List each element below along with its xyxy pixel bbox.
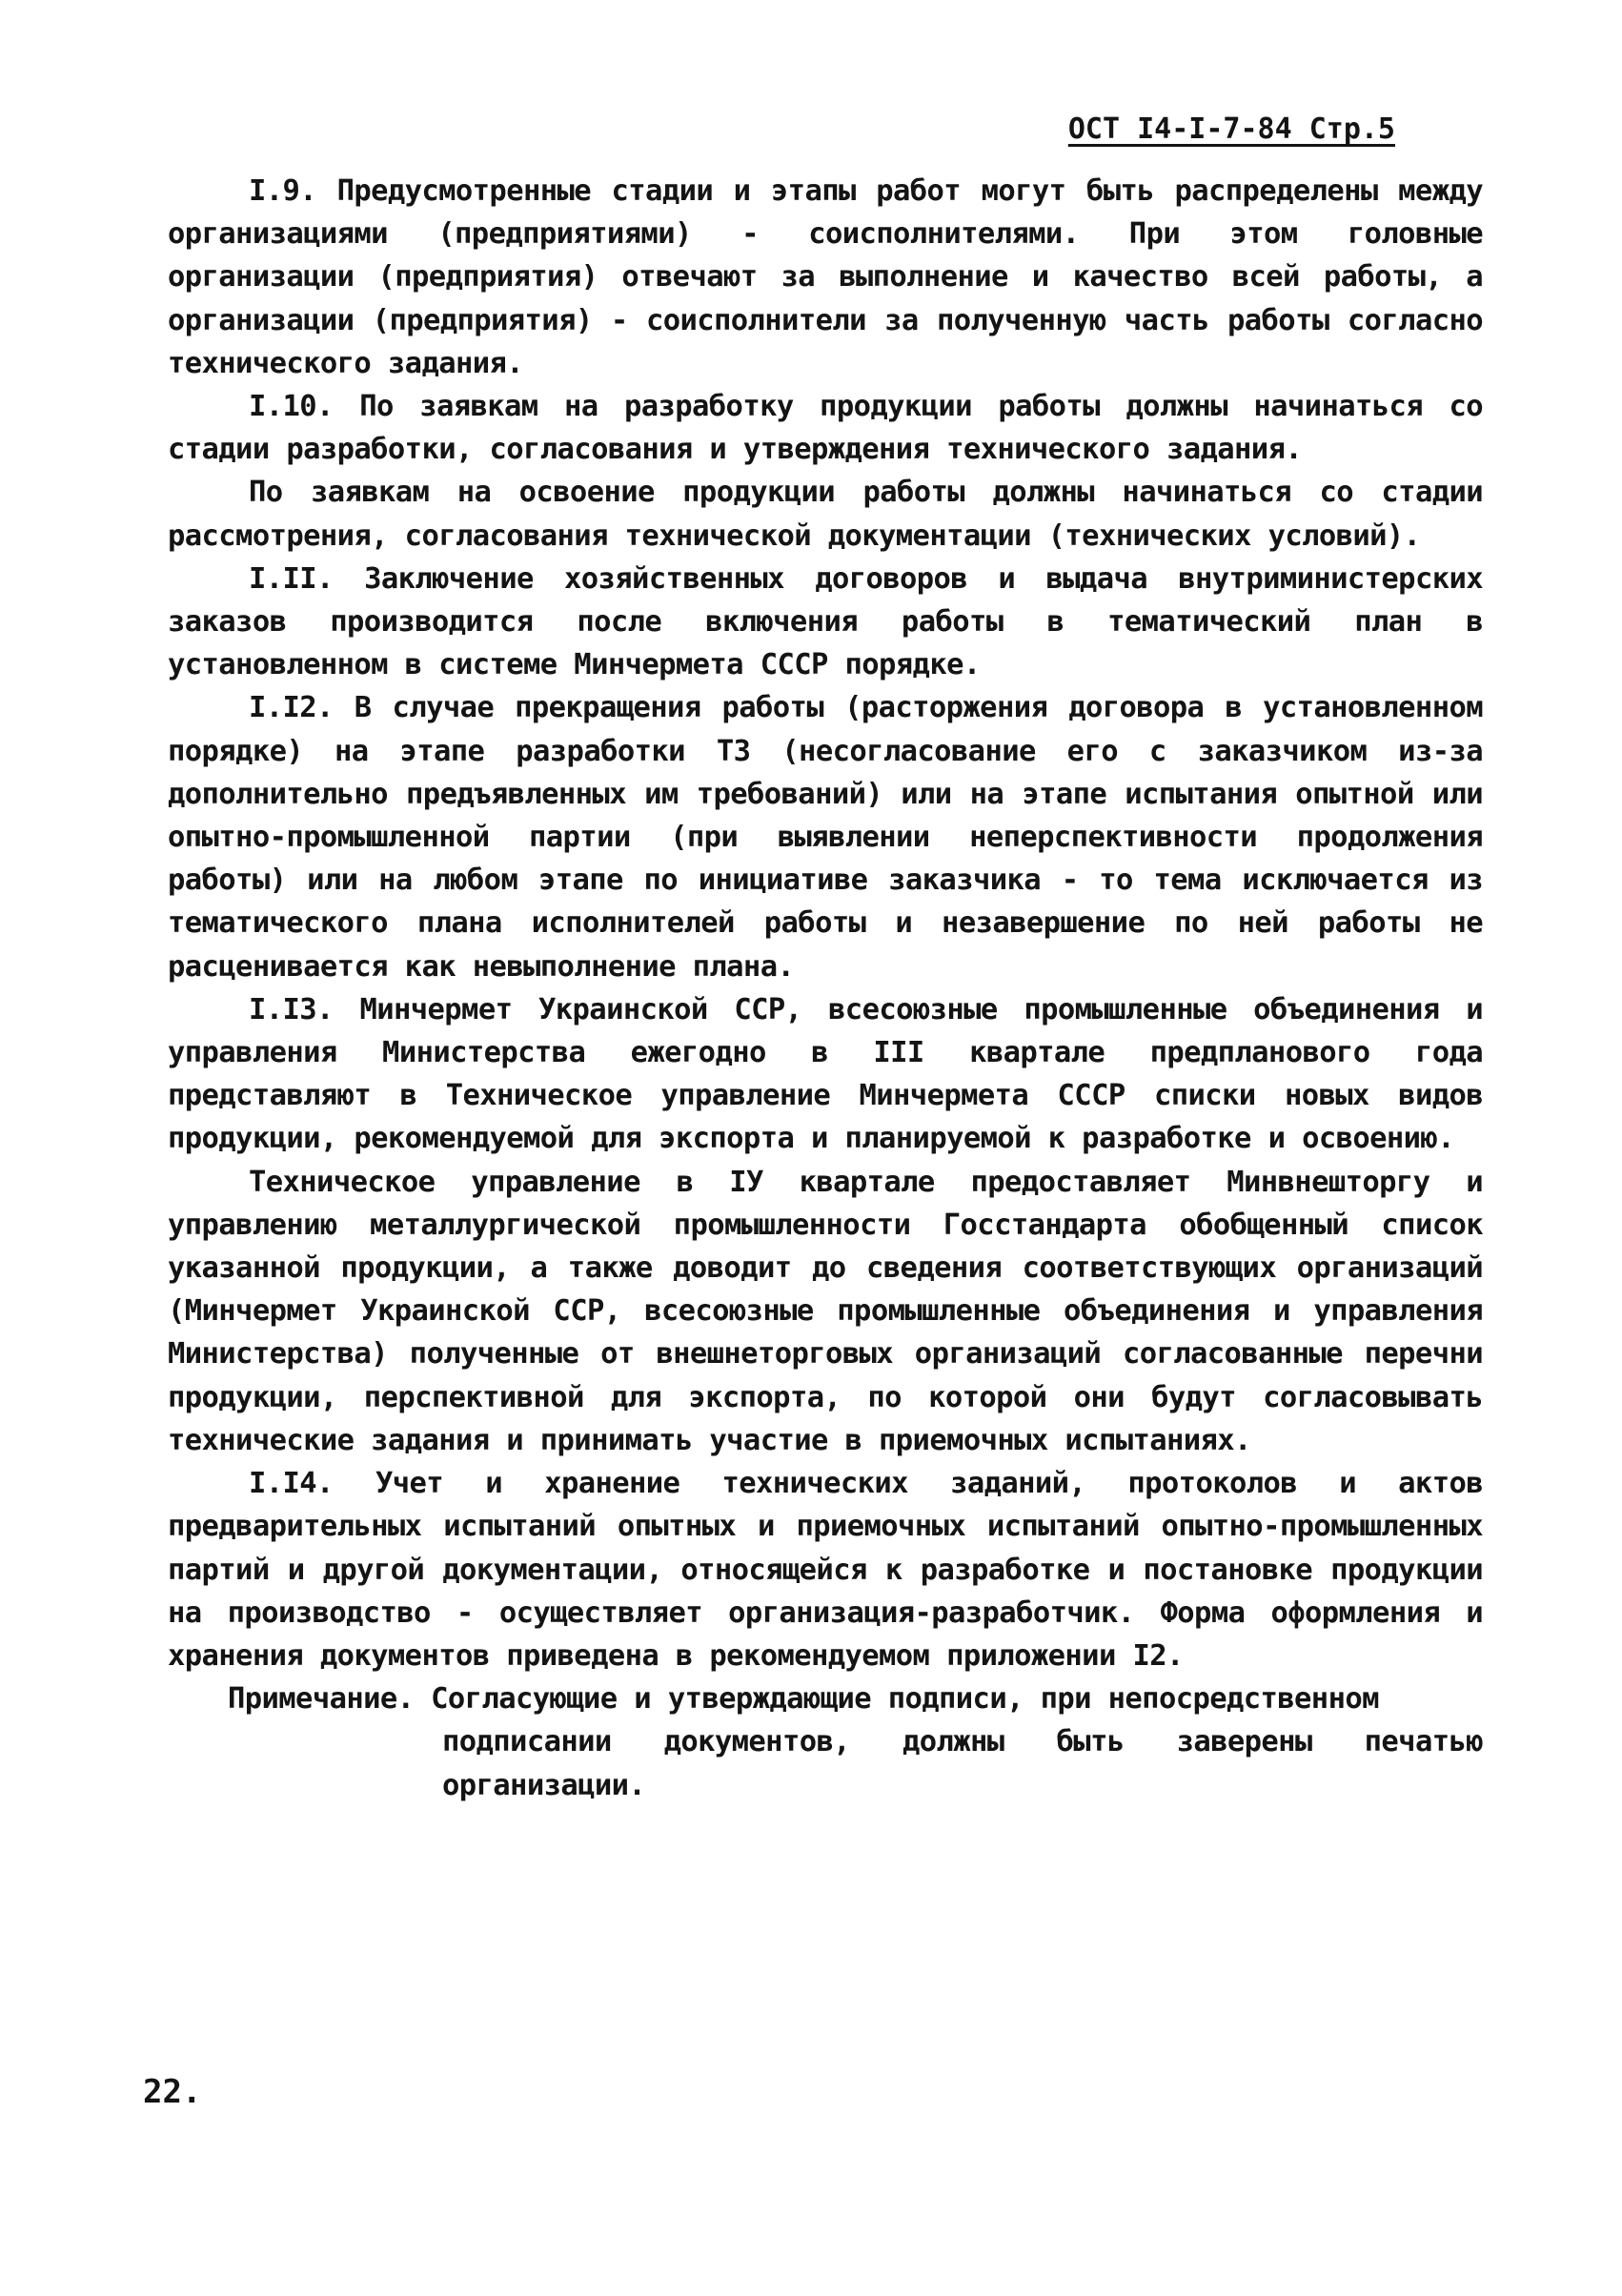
- paragraph-1-13-continued: Техническое управление в IУ квартале предоставляет Минвнешторгу и управлению металлургической промышленности Госстандарта обобщенный список указанной продукции, а также доводит до сведения соответствующих организаций (Минчермет Украинской ССР, всесоюзные промышленные объединения и управления Министерства) полученные от внешнеторговых организаций согласованные перечни продукции, перспективной для экспорта, по которой они будут согласовывать технические задания и принимать участие в приемочных испытаниях.: [168, 1165, 1483, 1457]
- note-continuation: подписании документов, должны быть заверены печатью организации.: [442, 1725, 1483, 1802]
- paragraph-1-14: I.I4. Учет и хранение технических заданий, протоколов и актов предварительных испытаний опытных и приемочных испытаний опытно-промышленных партий и другой документации, относящейся к разработке и постановке продукции на производство - осуществляет организация-разработчик. Форма оформления и хранения документов приведена в рекомендуемом приложении I2.: [168, 1467, 1483, 1673]
- paragraph-1-11: I.II. Заключение хозяйственных договоров и выдача внутриминистерских заказов производится после включения работы в тематический план в установленном в системе Минчермета СССР порядке.: [168, 561, 1483, 682]
- paragraph-1-13: I.I3. Минчермет Украинской ССР, всесоюзные промышленные объединения и управления Министерства ежегодно в III квартале предпланового года представляют в Техническое управление Минчермета СССР списки новых видов продукции, рекомендуемой для экспорта и планируемой к разработке и освоению.: [168, 992, 1483, 1156]
- document-body: [168, 170, 1483, 1807]
- paragraph-1-10: I.10. По заявкам на разработку продукции работы должны начинаться со стадии разработки, согласования и утверждения технического задания.: [168, 390, 1483, 467]
- document-header-code: ОСТ I4-I-7-84 Стр.5: [1067, 112, 1395, 146]
- page-number: 22.: [143, 2073, 202, 2111]
- note-first-line: Согласующие и утверждающие подписи, при непосредственном: [431, 1682, 1379, 1717]
- note: [168, 1677, 1483, 1720]
- paragraph-1-10-continued: По заявкам на освоение продукции работы должны начинаться со стадии рассмотрения, согласования технической документации (технических условий).: [168, 476, 1483, 553]
- note-label: Примечание.: [228, 1682, 432, 1717]
- paragraph-1-9: I.9. Предусмотренные стадии и этапы работ могут быть распределены между организациями (предприятиями) - соисполнителями. При этом головные организации (предприятия) отвечают за выполнение и качество всей работы, а организации (предприятия) - соисполнители за полученную часть работы согласно технического задания.: [168, 174, 1483, 380]
- paragraph-1-12: I.I2. В случае прекращения работы (расторжения договора в установленном порядке) на этапе разработки ТЗ (несогласование его с заказчиком из-за дополнительно предъявленных им требований) или на этапе испытания опытной или опытно-промышленной партии (при выявлении неперспективности продолжения работы) или на любом этапе по инициативе заказчика - то тема исключается из тематического плана исполнителей работы и незавершение по ней работы не расценивается как невыполнение плана.: [168, 691, 1483, 984]
